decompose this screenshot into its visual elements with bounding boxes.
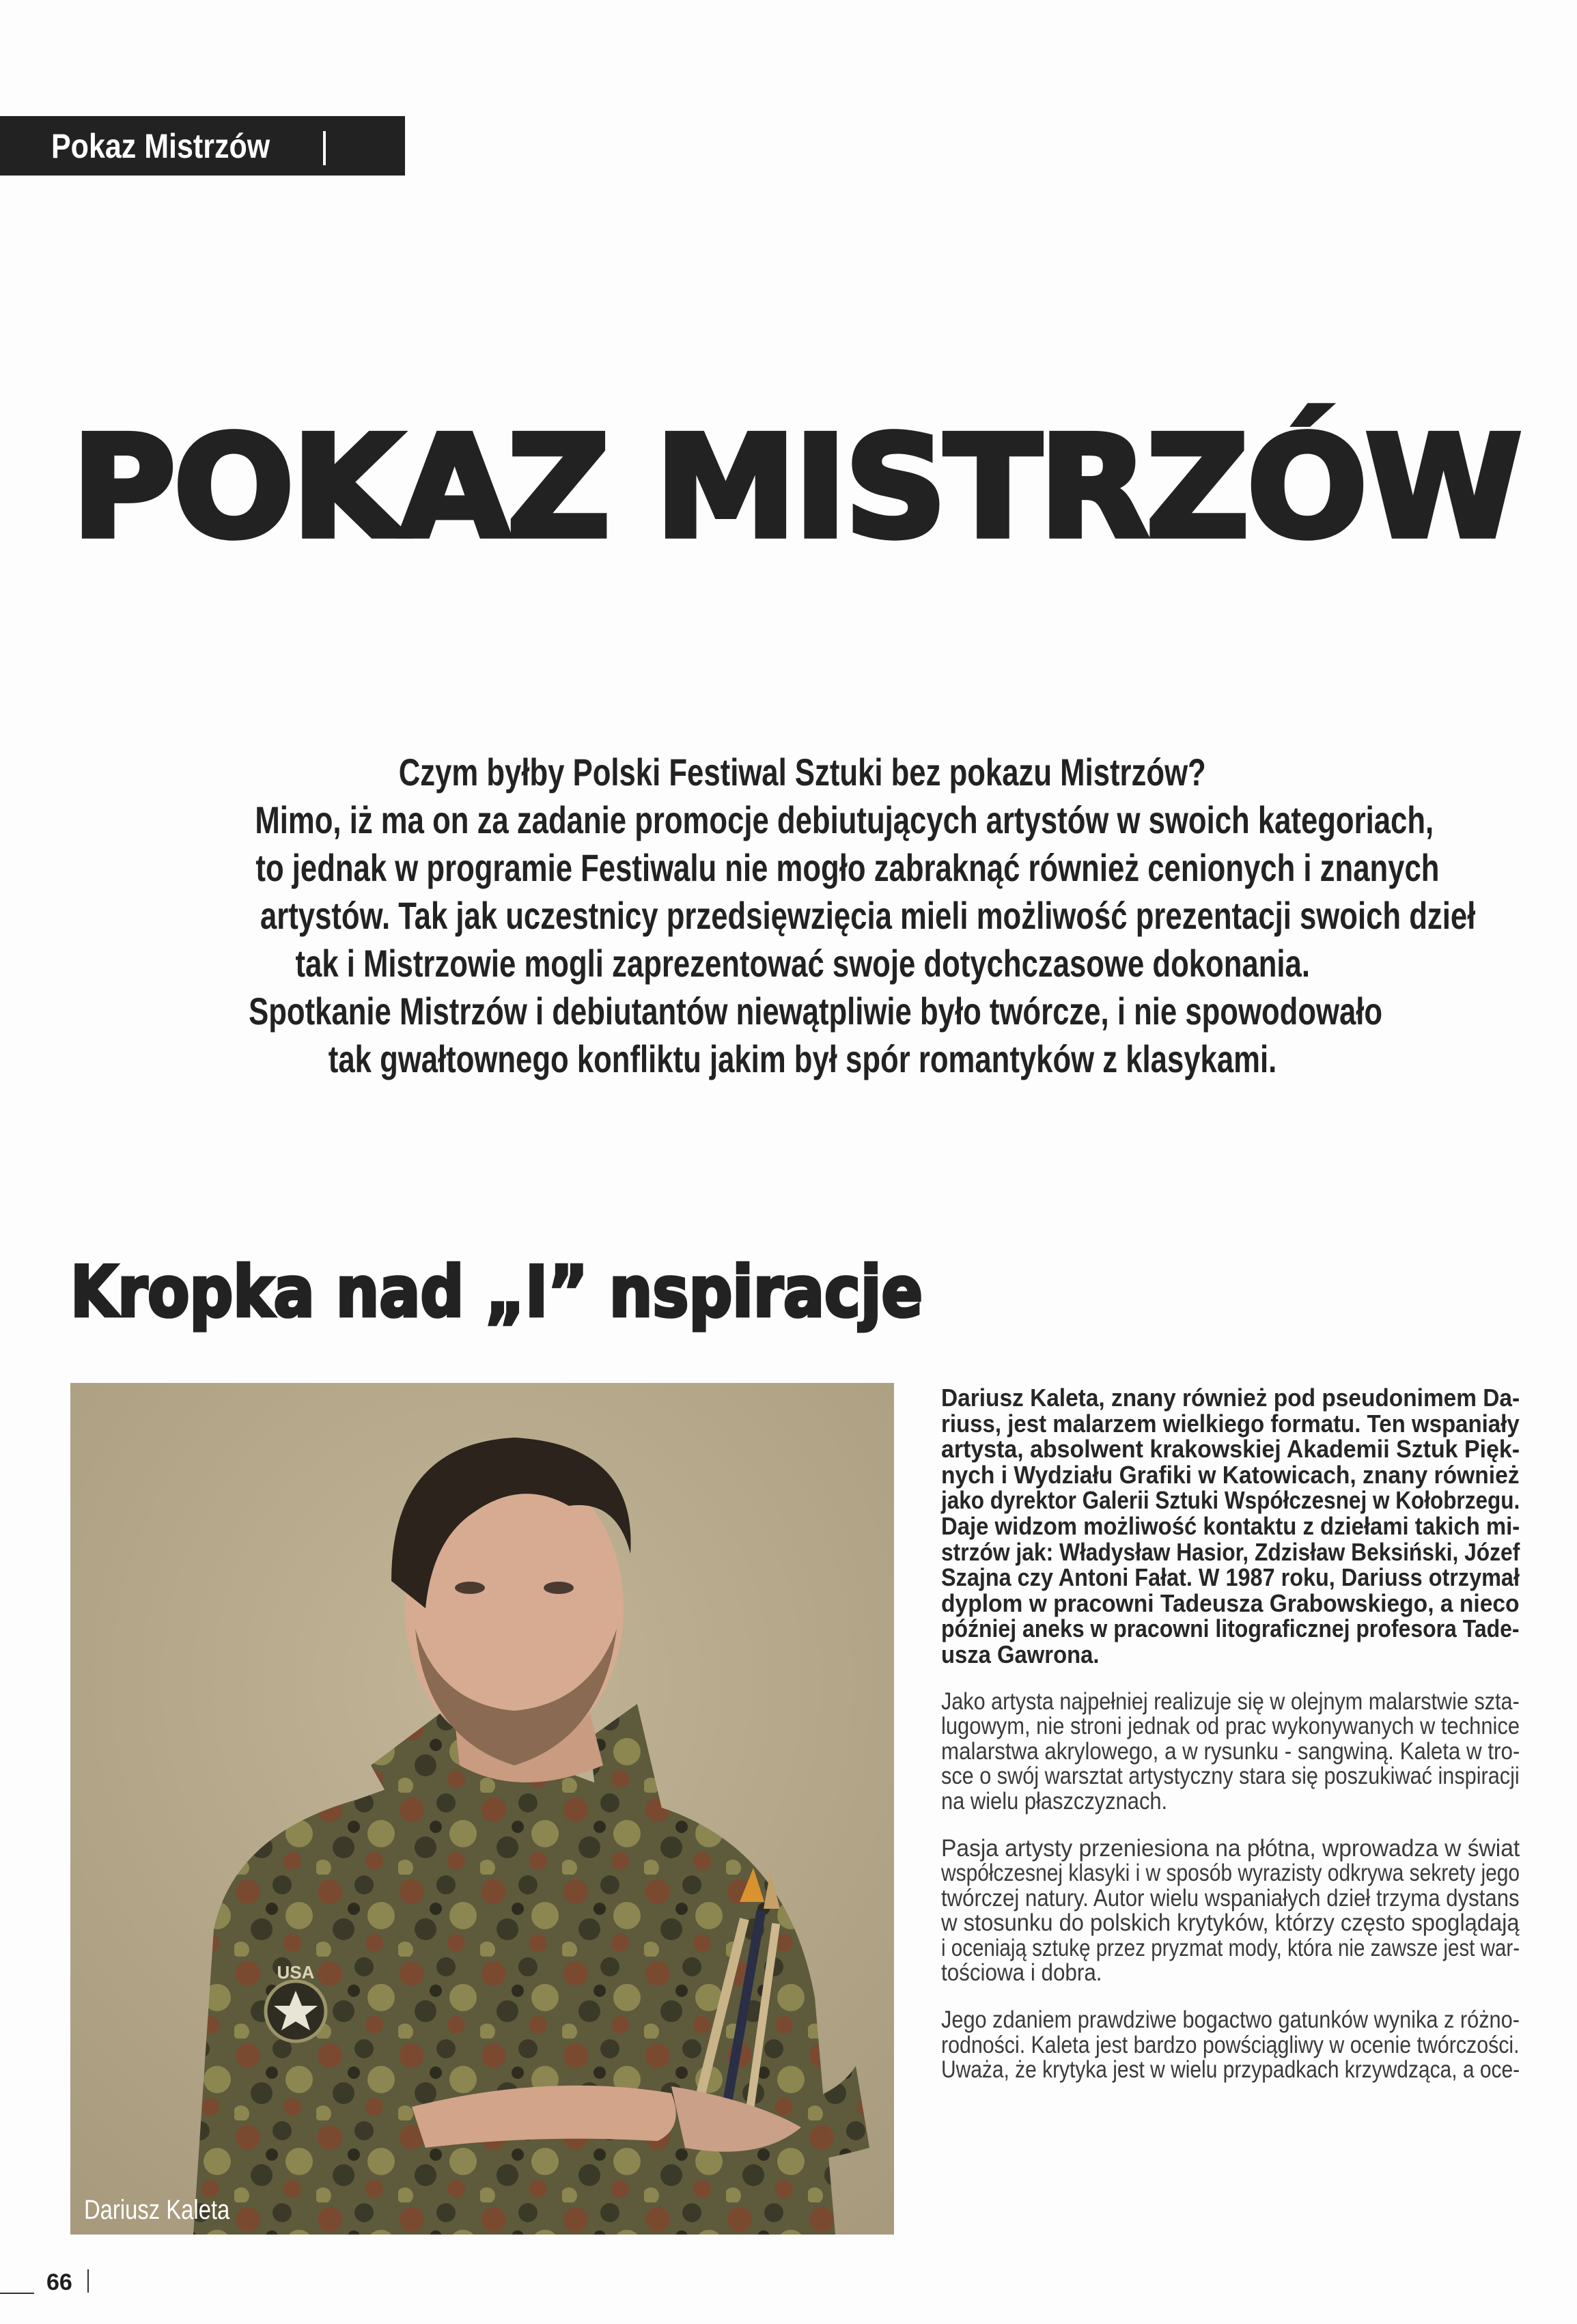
page-title-text: POKAZ MISTRZÓW — [72, 406, 1520, 570]
paragraph-line-text: usza Gawrona. — [941, 1640, 1100, 1668]
paragraph-line — [941, 1861, 1520, 1886]
paragraph-line — [941, 1487, 1520, 1513]
paragraph-line — [941, 1764, 1520, 1789]
paragraph-line-text: jako dyrektor Galerii Sztuki Współczesnej w Kołobrzegu. — [941, 1486, 1520, 1515]
article-body — [941, 1385, 1520, 2083]
paragraph-line-text: nych i Wydziału Grafiki w Katowicach, znany również — [941, 1460, 1520, 1489]
paragraph-line — [941, 1462, 1520, 1488]
intro-line — [89, 748, 1516, 796]
paragraph-line — [941, 1565, 1520, 1591]
paragraph-line — [941, 1911, 1520, 1936]
article-paragraph — [941, 2008, 1520, 2083]
paragraph-line-text: Pasja artysty przeniesiona na płótna, wprowadza w świat — [941, 1834, 1520, 1862]
paragraph-line-text: Szajna czy Antoni Fałat. W 1987 roku, Dariuss otrzymał — [941, 1563, 1520, 1592]
paragraph-line-text: w stosunku do polskich krytyków, którzy często spoglądają — [941, 1909, 1520, 1937]
paragraph-line — [941, 1642, 1520, 1668]
intro-line-text: Czym byłby Polski Festiwal Sztuki bez pokazu Mistrzów? — [398, 751, 1207, 794]
paragraph-line-text: rodności. Kaleta jest bardzo powściągliwy w ocenie twórczości. — [941, 2031, 1520, 2058]
paragraph-line — [941, 1411, 1520, 1437]
paragraph-line-text: malarstwa akrylowego, a w rysunku - sangwiną. Kaleta w tro- — [941, 1737, 1520, 1765]
intro-line-text: artystów. Tak jak uczestnicy przedsięwzięcia mieli możliwość prezentacji swoich dzieł — [260, 894, 1476, 937]
article-paragraph — [941, 1690, 1520, 1815]
paragraph-line — [941, 1690, 1520, 1715]
paragraph-line — [941, 1836, 1520, 1862]
intro-paragraph — [89, 748, 1516, 1083]
paragraph-line — [941, 2008, 1520, 2033]
paragraph-line-text: i oceniają sztukę przez pryzmat mody, która nie zawsze jest war- — [941, 1934, 1520, 1961]
section-banner-label: Pokaz Mistrzów — [51, 127, 270, 165]
paragraph-line-text: sce o swój warsztat artystyczny stara się poszukiwać inspiracji — [941, 1763, 1520, 1790]
paragraph-gap — [941, 1986, 1520, 2008]
paragraph-line-text: strzów jak: Władysław Hasior, Zdzisław Beksiński, Józef — [941, 1537, 1520, 1566]
paragraph-line — [941, 1739, 1520, 1765]
intro-line — [89, 940, 1516, 988]
patch-text: USA — [277, 1962, 315, 1983]
section-banner — [0, 116, 405, 176]
intro-line-text: to jednak w programie Festiwalu nie mogło zabraknąć również cenionych i znanych — [255, 846, 1440, 889]
page-number: 66 — [46, 2269, 72, 2295]
paragraph-gap — [941, 1815, 1520, 1836]
footer-rule — [0, 2293, 34, 2294]
paragraph-line-text: Uważa, że krytyka jest w wielu przypadkach krzywdząca, a oce- — [941, 2056, 1520, 2084]
paragraph-line — [941, 1936, 1520, 1961]
intro-line-text: tak gwałtownego konfliktu jakim był spór romantyków z klasykami. — [328, 1037, 1277, 1080]
intro-line-text: Mimo, iż ma on za zadanie promocje debiutujących artystów w swoich kategoriach, — [255, 798, 1434, 841]
paragraph-line — [941, 1616, 1520, 1642]
paragraph-line-text: na wielu płaszczyznach. — [941, 1787, 1168, 1815]
intro-line — [89, 988, 1516, 1035]
paragraph-line-text: Jego zdaniem prawdziwe bogactwo gatunków wynika z różno- — [941, 2006, 1520, 2034]
paragraph-line — [941, 2033, 1520, 2058]
paragraph-line — [941, 1513, 1520, 1539]
paragraph-line — [941, 1539, 1520, 1565]
article-heading — [70, 1251, 931, 1337]
portrait-illustration — [70, 1383, 894, 2235]
article-paragraph — [941, 1836, 1520, 1987]
paragraph-line — [941, 1385, 1520, 1411]
intro-line — [89, 1035, 1516, 1083]
paragraph-line-text: artysta, absolwent krakowskiej Akademii Sztuk Pięk- — [941, 1435, 1520, 1464]
banner-divider — [323, 131, 326, 165]
paragraph-line — [941, 1588, 1520, 1617]
paragraph-line-text: później aneks w pracowni litograficznej profesora Tade- — [941, 1614, 1520, 1643]
intro-line-text: Spotkanie Mistrzów i debiutantów niewątpliwie było twórcze, i nie spowodowało — [249, 990, 1383, 1033]
page-number-divider — [87, 2269, 89, 2293]
page-title — [72, 406, 1520, 575]
artist-photo — [70, 1383, 894, 2235]
intro-line — [89, 796, 1516, 844]
paragraph-line-text: Daje widzom możliwość kontaktu z dziełami takich mi- — [941, 1511, 1520, 1540]
paragraph-line — [941, 1886, 1520, 1912]
paragraph-line-text: Dariusz Kaleta, znany również pod pseudonimem Da- — [941, 1384, 1520, 1412]
article-paragraph — [941, 1385, 1520, 1668]
paragraph-line-text: współczesnej klasyki i w sposób wyrazisty odkrywa sekrety jego — [941, 1860, 1520, 1887]
paragraph-line-text: riuss, jest malarzem wielkiego formatu. Ten wspaniały — [941, 1409, 1520, 1438]
paragraph-line-text: Jako artysta najpełniej realizuje się w olejnym malarstwie szta- — [941, 1688, 1520, 1715]
paragraph-gap — [941, 1668, 1520, 1690]
paragraph-line — [941, 1436, 1520, 1462]
paragraph-line-text: tościowa i dobra. — [941, 1959, 1102, 1987]
paragraph-line-text: twórczej natury. Autor wielu wspaniałych dzieł trzyma dystans — [941, 1884, 1520, 1912]
intro-line — [89, 844, 1516, 892]
paragraph-line — [941, 1789, 1520, 1815]
paragraph-line — [941, 1961, 1520, 1986]
intro-line — [89, 892, 1516, 940]
paragraph-line-text: lugowym, nie stroni jednak od prac wykonywanych w technice — [941, 1713, 1520, 1740]
article-heading-text: Kropka nad „I” nspiracje — [70, 1251, 923, 1333]
paragraph-line — [941, 2058, 1520, 2083]
intro-line-text: tak i Mistrzowie mogli zaprezentować swoje dotychczasowe dokonania. — [295, 942, 1310, 985]
paragraph-line-text: dyplom w pracowni Tadeusza Grabowskiego, a nieco — [941, 1588, 1520, 1617]
paragraph-line — [941, 1714, 1520, 1739]
photo-caption: Dariusz Kaleta — [84, 2195, 230, 2225]
